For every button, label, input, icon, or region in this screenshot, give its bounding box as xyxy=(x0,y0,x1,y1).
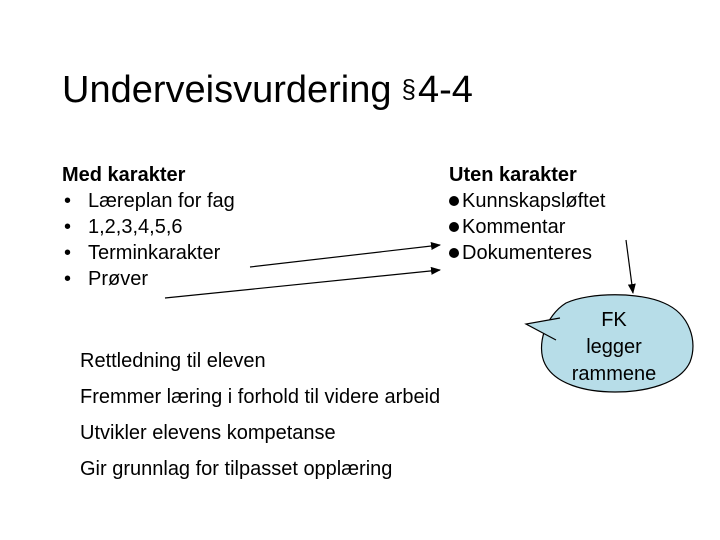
section-number: 4-4 xyxy=(417,69,473,111)
bullet-icon: • xyxy=(64,216,72,238)
section-symbol: § xyxy=(401,74,416,104)
list-item-label: Kunnskapsløftet xyxy=(462,190,606,212)
list-item-label: Dokumenteres xyxy=(462,242,593,264)
purposes-list xyxy=(80,343,440,487)
purpose-item: Gir grunnlag for tilpasset opplæring xyxy=(80,458,393,480)
list-item-label: Kommentar xyxy=(462,216,566,238)
list-item-label: Terminkarakter xyxy=(88,242,221,264)
arrow-prover-to-dokumenteres xyxy=(165,270,440,298)
purpose-item: Fremmer læring i forhold til videre arbeid xyxy=(80,386,441,408)
callout-line: legger xyxy=(586,336,642,358)
purpose-item: Utvikler elevens kompetanse xyxy=(80,422,336,444)
title-text: Underveisvurdering xyxy=(62,69,392,111)
bullet-icon: • xyxy=(64,242,72,264)
callout-line: FK xyxy=(601,309,627,331)
list-item-label: Prøver xyxy=(88,268,148,290)
callout-text xyxy=(554,307,674,388)
purpose-item: Rettledning til eleven xyxy=(80,350,266,372)
callout-line: rammene xyxy=(571,363,657,385)
without-grade-heading: Uten karakter xyxy=(449,164,577,186)
list-item-label: Læreplan for fag xyxy=(88,190,235,212)
with-grade-heading: Med karakter xyxy=(62,164,186,186)
bullet-icon: • xyxy=(64,190,72,212)
arrow-to-callout xyxy=(626,240,633,293)
list-item-label: 1,2,3,4,5,6 xyxy=(88,216,183,238)
bullet-icon: • xyxy=(64,268,72,290)
arrow-terminkarakter-to-kommentar xyxy=(250,245,440,267)
